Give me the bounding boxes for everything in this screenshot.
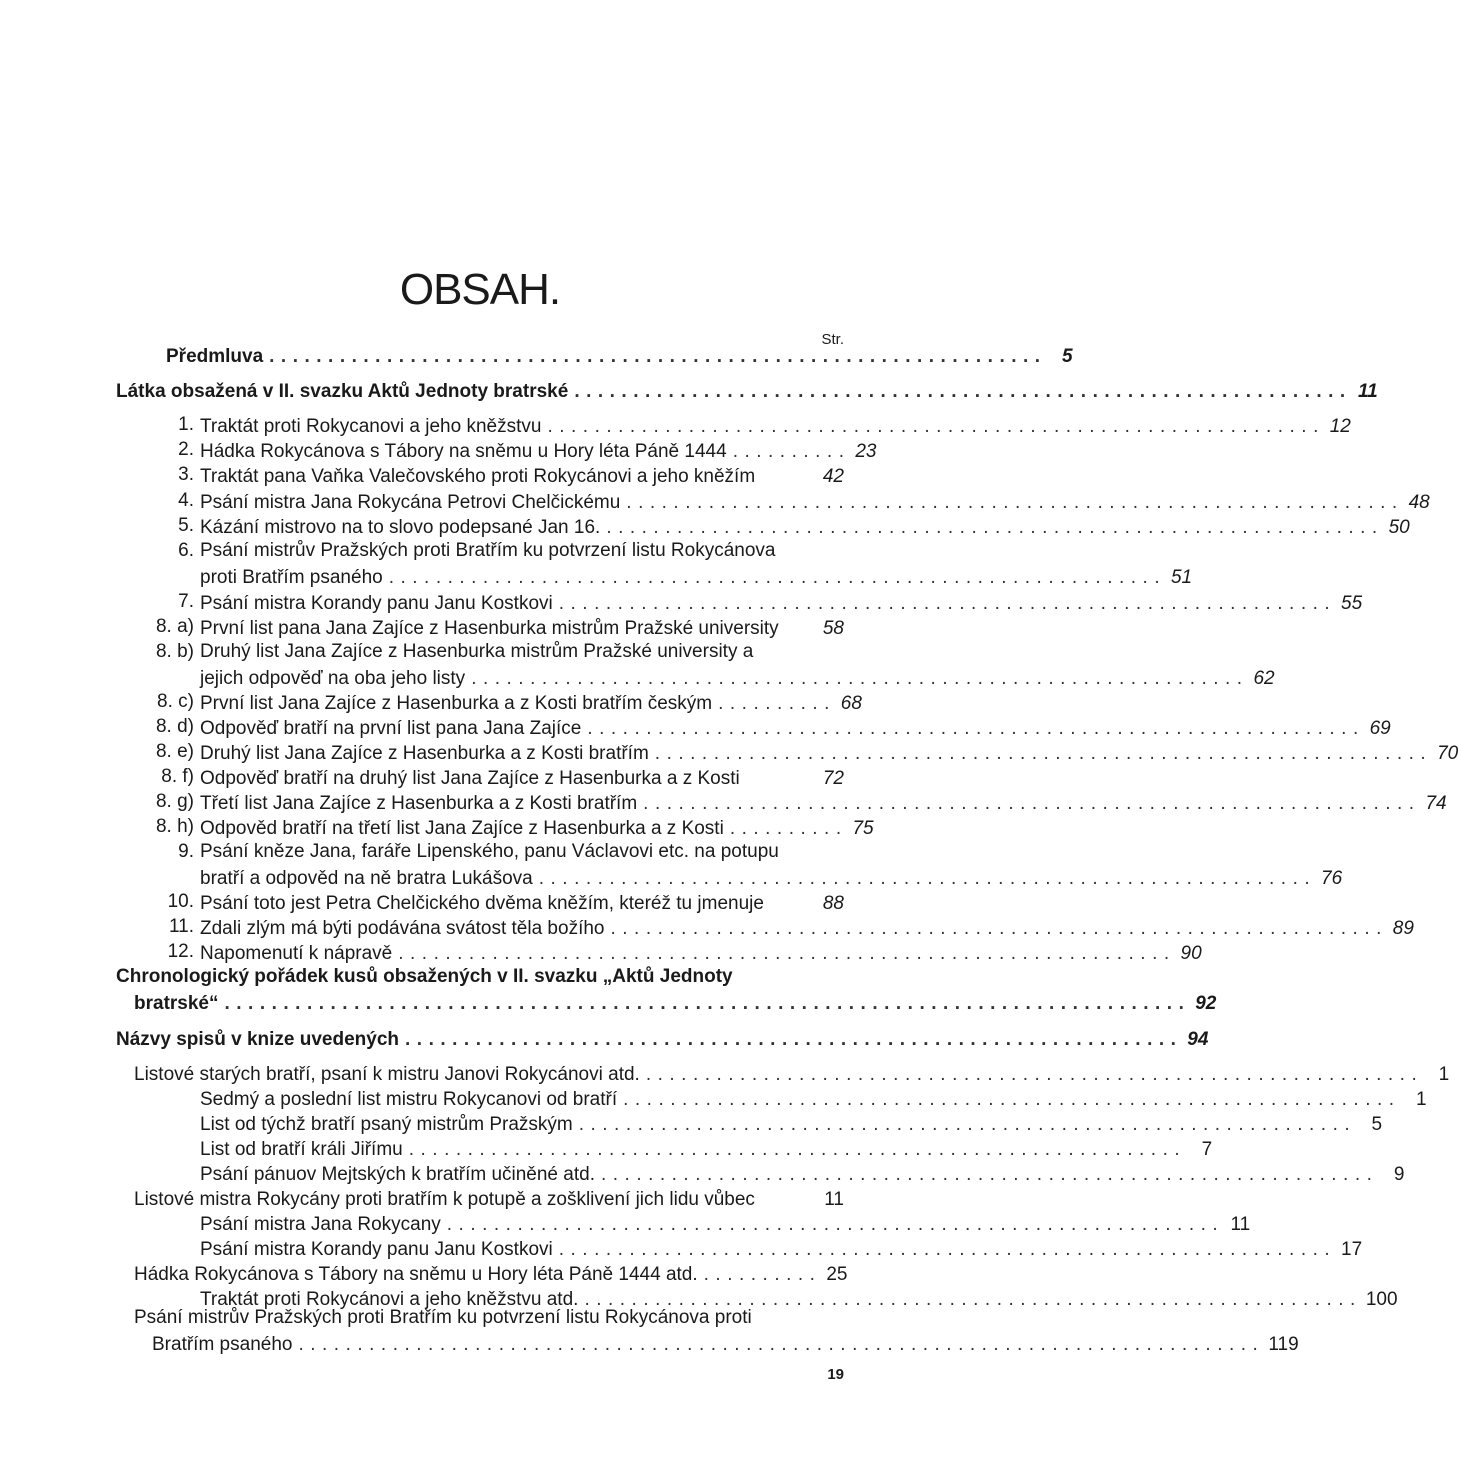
spis-title: Sedmý a poslední list mistru Rokycanovi od bratří xyxy=(200,1089,618,1110)
item-page: 42 xyxy=(822,466,844,487)
item-page: 50 xyxy=(1388,517,1410,538)
entry-page: 94 xyxy=(1187,1029,1209,1050)
entry-page: 92 xyxy=(1195,993,1217,1014)
item-title: Odpověď bratří na první list pana Jana Zajíce xyxy=(200,718,582,739)
spis-page: 7 xyxy=(1201,1139,1213,1160)
item-number: 8. a) xyxy=(155,616,194,637)
spis-title: Hádka Rokycánova s Tábory na sněmu u Hory léta Páně 1444 atd. xyxy=(134,1264,698,1285)
toc-item xyxy=(200,937,1202,964)
dot-leader: .................................................................. xyxy=(574,381,1352,402)
item-page: 74 xyxy=(1425,793,1447,814)
spis-entry xyxy=(200,1083,1427,1110)
entry-label: Názvy spisů v knize uvedených xyxy=(116,1029,400,1050)
item-page: 55 xyxy=(1341,593,1363,614)
toc-entry-nazvy xyxy=(116,1023,1209,1050)
toc-item xyxy=(200,887,844,913)
item-page: 75 xyxy=(852,818,874,839)
entry-page: 5 xyxy=(1061,346,1073,367)
item-title: Zdali zlým má býti podávána svátost těla božího xyxy=(200,918,605,939)
spis-entry xyxy=(134,1183,844,1209)
toc-item xyxy=(200,435,877,462)
toc-item xyxy=(200,511,1410,538)
dot-leader: .......... xyxy=(729,818,848,839)
spis-title-line2: Bratřím psaného xyxy=(152,1334,293,1355)
toc-item xyxy=(200,561,1193,588)
item-number: 6. xyxy=(178,540,194,561)
spis-title: Listové mistra Rokycány proti bratřím k potupě a zošklivení jich lidu vůbec xyxy=(134,1189,755,1210)
item-title: Psání toto jest Petra Chelčického dvěma kněžím, kteréž tu jmenuje xyxy=(200,893,764,914)
dot-leader: .................................................................................. xyxy=(298,1334,1265,1355)
spis-page: 11 xyxy=(824,1189,844,1210)
item-number: 3. xyxy=(178,464,194,485)
item-title-line1: Psání mistrův Pražských proti Bratřím ku potvrzení listu Rokycánova xyxy=(200,540,776,561)
dot-leader: .......... xyxy=(718,693,836,714)
page-number: 19 xyxy=(827,1366,844,1383)
spis-page: 1 xyxy=(1415,1089,1427,1110)
item-title: Třetí list Jana Zajíce z Hasenburka a z Kosti bratřím xyxy=(200,793,638,814)
spis-page: 1 xyxy=(1438,1064,1450,1085)
dot-leader: .................................................................. xyxy=(398,943,1176,964)
toc-item xyxy=(200,687,862,714)
item-page: 23 xyxy=(855,441,877,462)
spis-entry xyxy=(200,1208,1251,1235)
toc-item xyxy=(200,812,874,839)
item-title: Kázání mistrovo na to slovo podepsané Jan 16. xyxy=(200,517,601,538)
dot-leader: .................................................................. xyxy=(623,1089,1401,1110)
spis-page: 17 xyxy=(1341,1239,1363,1260)
item-title: Hádka Rokycánova s Tábory na sněmu u Hory léta Páně 1444 xyxy=(200,441,727,462)
spis-entry xyxy=(134,1258,848,1285)
item-number: 4. xyxy=(178,490,194,511)
entry-label: Látka obsažená v II. svazku Aktů Jednoty bratrské xyxy=(116,381,569,402)
item-title: Druhý list Jana Zajíce z Hasenburka a z Kosti bratřím xyxy=(200,743,649,764)
spis-entry xyxy=(200,1108,1383,1135)
item-page: 62 xyxy=(1253,668,1275,689)
spis-title: Traktát proti Rokycánovi a jeho kněžstvu atd. xyxy=(200,1289,579,1310)
item-title: Psání mistra Jana Rokycána Petrovi Chelčickému xyxy=(200,492,621,513)
toc-item xyxy=(200,662,1275,689)
spis-entry xyxy=(200,1233,1363,1260)
item-title: První list Jana Zajíce z Hasenburka a z Kosti bratřím českým xyxy=(200,693,713,714)
toc-item xyxy=(200,460,844,486)
dot-leader: .................................................................. xyxy=(269,346,1047,367)
dot-leader: .................................................................. xyxy=(626,492,1404,513)
toc-entry-latka xyxy=(116,375,1378,402)
entry-label: Předmluva xyxy=(166,346,264,367)
dot-leader: .................................................................. xyxy=(446,1214,1225,1235)
dot-leader: .................................................................. xyxy=(558,593,1337,614)
item-page: 88 xyxy=(822,893,844,914)
item-title-line1: Druhý list Jana Zajíce z Hasenburka mistrům Pražské university a xyxy=(200,641,754,662)
spis-title: List od týchž bratří psaný mistrům Pražským xyxy=(200,1114,573,1135)
spis-title: Listové starých bratří, psaní k mistru Janovi Rokycánovi atd. xyxy=(134,1064,640,1085)
dot-leader: .................................................................. xyxy=(388,567,1167,588)
item-page: 70 xyxy=(1437,743,1458,764)
item-number: 8. c) xyxy=(157,691,194,712)
item-title-line2: jejich odpověď na oba jeho listy xyxy=(200,668,466,689)
spis-page: 11 xyxy=(1230,1214,1251,1235)
item-title-line1: Psání kněze Jana, faráře Lipenského, panu Václavovi etc. na potupu xyxy=(200,841,779,862)
item-page: 58 xyxy=(822,618,844,639)
item-number: 8. h) xyxy=(155,816,194,837)
dot-leader: .................................................................. xyxy=(578,1114,1357,1135)
dot-leader: .................................................................. xyxy=(643,793,1421,814)
page-column-label: Str. xyxy=(821,331,844,348)
item-title: Traktát proti Rokycanovi a jeho kněžstvu xyxy=(200,416,542,437)
dot-leader: .................................................................. xyxy=(405,1029,1183,1050)
toc-item xyxy=(200,486,1430,513)
spis-page: 5 xyxy=(1371,1114,1383,1135)
dot-leader: .................................................................. xyxy=(645,1064,1424,1085)
spis-entry xyxy=(200,1283,1398,1310)
item-title: Traktát pana Vaňka Valečovského proti Rokycánovi a jeho kněžím xyxy=(200,466,756,487)
item-page: 51 xyxy=(1170,567,1193,588)
dot-leader: .......... xyxy=(703,1264,822,1285)
item-page: 12 xyxy=(1329,416,1351,437)
entry-label: bratrské“ xyxy=(134,993,219,1014)
page-title: OBSAH. xyxy=(399,265,561,314)
toc-entry-chrono-line1: Chronologický pořádek kusů obsažených v II. svazku „Aktů Jednoty xyxy=(116,966,733,987)
item-number: 9. xyxy=(178,841,194,862)
item-title: Napomenutí k nápravě xyxy=(200,943,393,964)
spis-entry xyxy=(152,1328,1299,1355)
dot-leader: .................................................................. xyxy=(610,918,1388,939)
item-number: 8. f) xyxy=(161,766,194,787)
dot-leader: .................................................................. xyxy=(587,718,1365,739)
spis-page: 119 xyxy=(1268,1334,1299,1355)
dot-leader: .................................................................. xyxy=(538,868,1317,889)
dot-leader: .................................................................. xyxy=(558,1239,1337,1260)
spis-page: 100 xyxy=(1365,1289,1398,1310)
dot-leader: .................................................................. xyxy=(584,1289,1362,1310)
item-page: 72 xyxy=(822,768,844,789)
item-number: 11. xyxy=(168,916,194,937)
item-number: 8. d) xyxy=(155,716,194,737)
spis-entry xyxy=(200,1158,1405,1185)
dot-leader: .................................................................. xyxy=(547,416,1325,437)
toc-item xyxy=(200,587,1363,614)
toc-item xyxy=(200,612,844,638)
dot-leader: .................................................................. xyxy=(408,1139,1187,1160)
item-page: 69 xyxy=(1369,718,1391,739)
toc-item xyxy=(200,737,1458,764)
item-page: 68 xyxy=(840,693,862,714)
dot-leader: .................................................................. xyxy=(471,668,1249,689)
spis-page: 25 xyxy=(826,1264,848,1285)
item-number: 10. xyxy=(167,891,194,912)
item-title: Odpověď bratří na druhý list Jana Zajíce z Hasenburka a z Kosti xyxy=(200,768,740,789)
item-number: 7. xyxy=(178,591,194,612)
spis-page: 9 xyxy=(1393,1164,1405,1185)
item-title: Psání mistra Korandy panu Janu Kostkovi xyxy=(200,593,553,614)
spis-entry xyxy=(200,1133,1213,1160)
dot-leader: .......... xyxy=(732,441,851,462)
item-number: 12. xyxy=(167,941,194,962)
spis-title: Psání pánuov Mejtských k bratřím učiněné atd. xyxy=(200,1164,595,1185)
item-title: Odpověd bratří na třetí list Jana Zajíce z Hasenburka a z Kosti xyxy=(200,818,724,839)
item-number: 1. xyxy=(178,414,194,435)
toc-entry-chrono xyxy=(134,987,1217,1014)
item-title: První list pana Jana Zajíce z Hasenburka mistrům Pražské university xyxy=(200,618,779,639)
spis-entry xyxy=(134,1058,1450,1085)
dot-leader: .................................................................. xyxy=(654,743,1433,764)
spis-title: Psání mistra Korandy panu Janu Kostkovi xyxy=(200,1239,553,1260)
toc-entry-predmluva xyxy=(166,340,1073,367)
item-title-line2: proti Bratřím psaného xyxy=(200,567,383,588)
toc-item xyxy=(200,862,1343,889)
item-title-line2: bratří a odpověd na ně bratra Lukášova xyxy=(200,868,533,889)
dot-leader: .................................................................. xyxy=(600,1164,1379,1185)
toc-item xyxy=(200,410,1351,437)
item-number: 2. xyxy=(178,439,194,460)
item-number: 8. e) xyxy=(155,741,194,762)
toc-item xyxy=(200,787,1447,814)
item-number: 8. g) xyxy=(155,791,194,812)
item-page: 89 xyxy=(1392,918,1414,939)
entry-page: 11 xyxy=(1357,381,1378,402)
toc-item xyxy=(200,912,1414,939)
spis-title: List od bratří králi Jiřímu xyxy=(200,1139,403,1160)
spis-title-line1: Psání mistrův Pražských proti Bratřím ku potvrzení listu Rokycánova proti xyxy=(134,1307,752,1328)
item-page: 90 xyxy=(1180,943,1202,964)
spis-title: Psání mistra Jana Rokycany xyxy=(200,1214,441,1235)
item-number: 8. b) xyxy=(155,641,194,662)
item-number: 5. xyxy=(178,515,194,536)
toc-item xyxy=(200,712,1391,739)
toc-item xyxy=(200,762,844,788)
item-page: 48 xyxy=(1408,492,1430,513)
item-page: 76 xyxy=(1321,868,1343,889)
dot-leader: .................................................................. xyxy=(606,517,1384,538)
dot-leader: .................................................................................. xyxy=(224,993,1191,1014)
